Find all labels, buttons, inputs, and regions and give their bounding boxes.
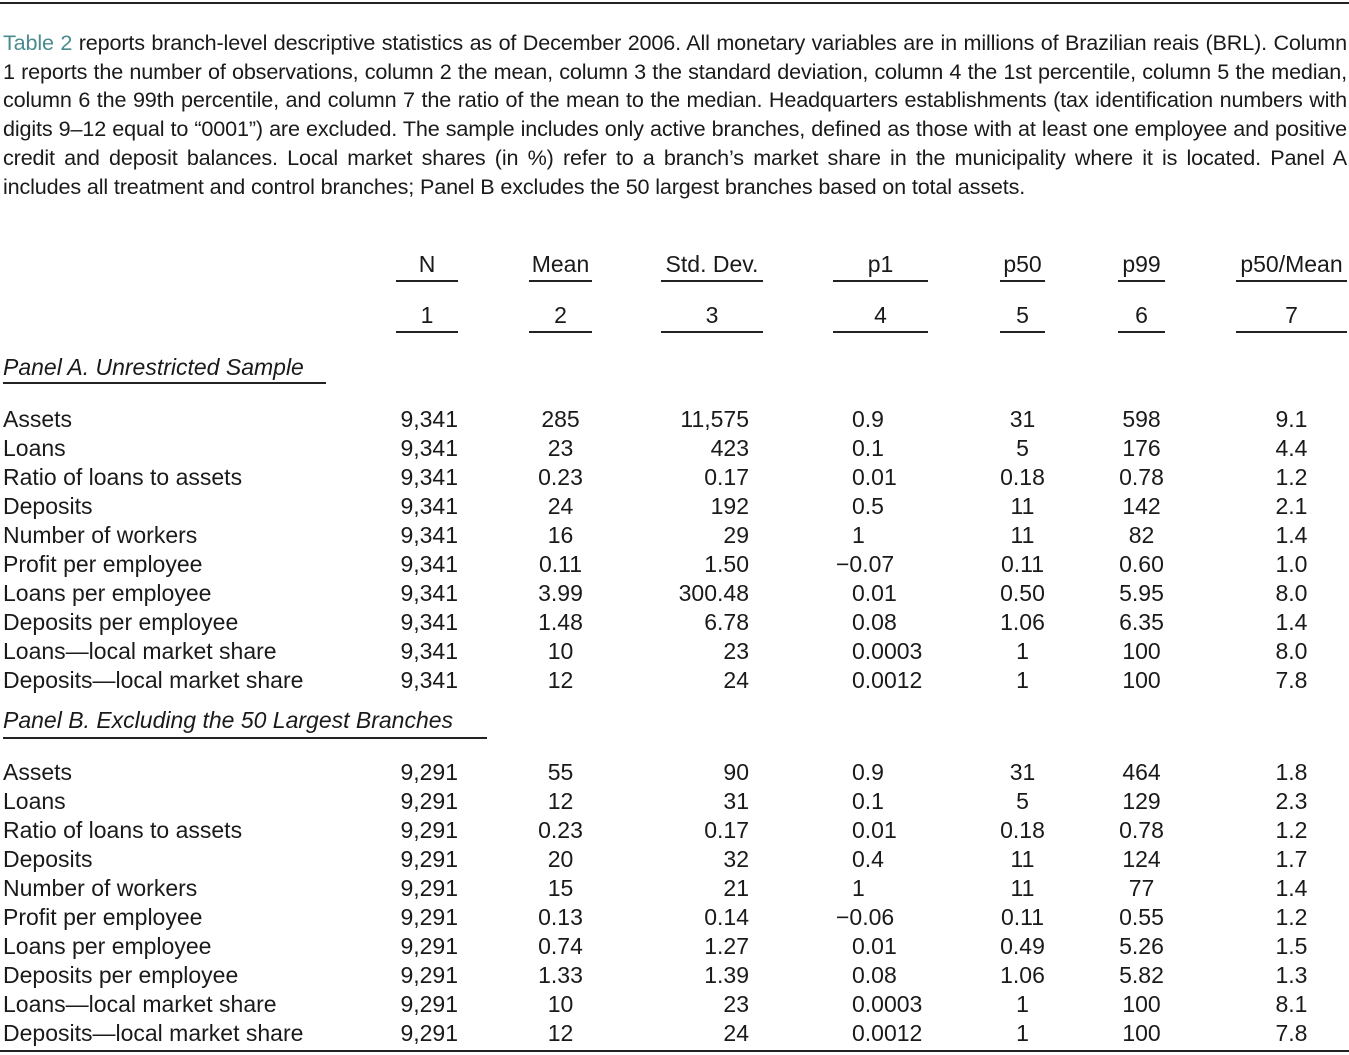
table-cell: 0.78	[1119, 464, 1164, 490]
table-cell: 90	[723, 759, 749, 785]
table-cell: 0.1	[852, 788, 884, 814]
table-cell: 0.01	[852, 580, 897, 606]
column-header-label: Mean	[531, 251, 590, 277]
column-header-label: p1	[867, 251, 894, 277]
row-label: Deposits—local market share	[3, 667, 304, 693]
bottom-rule	[0, 1050, 1349, 1052]
table-cell: 2.1	[1275, 493, 1308, 519]
row-label: Loans	[3, 435, 66, 461]
table-cell: 0.0003	[852, 991, 923, 1017]
table-cell: 9,341	[400, 667, 458, 693]
table-row	[0, 637, 1349, 666]
table-cell: 1	[852, 875, 865, 901]
table-cell: 2.3	[1275, 788, 1308, 814]
table-cell: 5	[1016, 435, 1029, 461]
table-cell: 192	[710, 493, 749, 519]
table-cell: 1.8	[1275, 759, 1308, 785]
table-cell: 1.06	[1000, 962, 1045, 988]
table-cell: 11	[1010, 846, 1035, 872]
table-cell: 21	[723, 875, 749, 901]
table-cell: 1.4	[1275, 522, 1308, 548]
table-row	[0, 521, 1349, 550]
table-cell: 0.9	[852, 759, 884, 785]
table-cell: 0.01	[852, 464, 897, 490]
column-number-rule	[396, 331, 458, 333]
table-cell: 9,341	[400, 435, 458, 461]
table-cell: 55	[547, 759, 574, 785]
table-cell: 10	[547, 991, 574, 1017]
column-number-rule	[1118, 331, 1165, 333]
table-cell: 9,341	[400, 551, 458, 577]
table-cell: 9,291	[400, 759, 458, 785]
table-cell: 5.26	[1119, 933, 1164, 959]
column-header-label: p50/Mean	[1240, 251, 1343, 277]
column-number: 6	[1135, 302, 1148, 328]
table-cell: 0.0012	[852, 667, 923, 693]
table-row	[0, 492, 1349, 521]
table-row	[0, 608, 1349, 637]
table-cell: 4.4	[1275, 435, 1308, 461]
table-cell: 11	[1010, 493, 1035, 519]
column-header-rule	[529, 280, 592, 282]
table-cell: 1.48	[538, 609, 583, 635]
column-header-label: N	[418, 251, 436, 277]
table-row	[0, 990, 1349, 1019]
column-number-rule	[1000, 331, 1045, 333]
table-cell: 129	[1122, 788, 1161, 814]
table-cell: 0.23	[538, 817, 583, 843]
column-header-rule	[1236, 280, 1347, 282]
column-header-rule	[833, 280, 928, 282]
row-label: Loans per employee	[3, 580, 212, 606]
table-cell: 9,341	[400, 522, 458, 548]
row-label: Number of workers	[3, 875, 198, 901]
table-cell: 0.18	[1000, 817, 1045, 843]
table-cell: 1.27	[704, 933, 749, 959]
table-cell: 285	[541, 406, 580, 432]
table-cell: 9.1	[1275, 406, 1308, 432]
row-label: Deposits—local market share	[3, 1020, 304, 1046]
table-cell: 0.0003	[852, 638, 923, 664]
table-row	[0, 787, 1349, 816]
table-cell: 9,341	[400, 493, 458, 519]
table-cell: 100	[1122, 667, 1161, 693]
table-cell: 31	[723, 788, 749, 814]
row-label: Ratio of loans to assets	[3, 464, 243, 490]
table-cell: 0.1	[852, 435, 884, 461]
row-label: Ratio of loans to assets	[3, 817, 243, 843]
table-cell: 100	[1122, 991, 1161, 1017]
table-cell: 1.2	[1275, 817, 1308, 843]
table-cell: 0.11	[538, 551, 583, 577]
table-row	[0, 758, 1349, 787]
table-cell: 142	[1122, 493, 1161, 519]
column-number-rule	[1236, 331, 1347, 333]
table-cell: 0.55	[1119, 904, 1164, 930]
table-cell: 11	[1010, 875, 1035, 901]
table-cell: 16	[547, 522, 574, 548]
table-cell: 9,291	[400, 904, 458, 930]
table-reference-link[interactable]: Table 2	[3, 30, 73, 55]
table-cell: 0.01	[852, 933, 897, 959]
row-label: Number of workers	[3, 522, 198, 548]
table-row	[0, 932, 1349, 961]
table-cell: 9,341	[400, 464, 458, 490]
table-cell: 1.39	[704, 962, 749, 988]
table-cell: 423	[710, 435, 749, 461]
table-cell: 9,341	[400, 406, 458, 432]
table-cell: 1.33	[538, 962, 583, 988]
table-cell: 23	[723, 638, 749, 664]
table-cell: 0.13	[538, 904, 583, 930]
table-cell: 5	[1016, 788, 1029, 814]
table-cell: 1.3	[1275, 962, 1308, 988]
table-cell: 0.08	[852, 609, 897, 635]
table-caption	[3, 29, 1347, 201]
table-cell: 7.8	[1275, 667, 1308, 693]
column-number-rule	[529, 331, 592, 333]
table-cell: 23	[723, 991, 749, 1017]
table-cell: 9,291	[400, 817, 458, 843]
column-number-rule	[833, 331, 928, 333]
table-cell: 9,341	[400, 580, 458, 606]
table-cell: 10	[547, 638, 574, 664]
table-cell: 12	[547, 667, 574, 693]
column-number: 3	[705, 302, 719, 328]
table-cell: 1	[1016, 667, 1029, 693]
table-cell: 24	[723, 1020, 749, 1046]
table-cell: 9,291	[400, 962, 458, 988]
row-label: Loans per employee	[3, 933, 212, 959]
table-cell: 8.1	[1275, 991, 1308, 1017]
table-row	[0, 961, 1349, 990]
table-cell: 23	[547, 435, 574, 461]
table-cell: 1.7	[1275, 846, 1308, 872]
table-cell: 0.14	[704, 904, 749, 930]
table-cell: 9,291	[400, 788, 458, 814]
table-cell: 464	[1122, 759, 1161, 785]
column-number: 7	[1285, 302, 1298, 328]
row-label: Loans—local market share	[3, 638, 277, 664]
table-cell: 11,575	[680, 406, 749, 432]
table-cell: 24	[723, 667, 749, 693]
table-cell: 7.8	[1275, 1020, 1308, 1046]
column-number-rule	[661, 331, 763, 333]
column-header-rule	[661, 280, 763, 282]
column-header-rule	[396, 280, 458, 282]
table-cell: 0.0012	[852, 1020, 923, 1046]
table-cell: 5.82	[1119, 962, 1164, 988]
row-label: Deposits per employee	[3, 962, 239, 988]
table-cell: 9,291	[400, 875, 458, 901]
table-row	[0, 463, 1349, 492]
row-label: Deposits	[3, 493, 93, 519]
table-cell: 0.78	[1119, 817, 1164, 843]
top-rule	[0, 2, 1349, 4]
table-cell: 9,291	[400, 991, 458, 1017]
table-row	[0, 903, 1349, 932]
table-cell: 0.17	[704, 464, 749, 490]
table-cell: 8.0	[1275, 580, 1308, 606]
table-cell: 0.9	[852, 406, 884, 432]
table-cell: 1	[852, 522, 865, 548]
panel-title: Panel A. Unrestricted Sample	[3, 354, 304, 380]
table-cell: 0.08	[852, 962, 897, 988]
table-cell: 0.23	[538, 464, 583, 490]
table-row	[0, 874, 1349, 903]
table-cell: 0.4	[852, 846, 884, 872]
table-cell: 1.2	[1275, 904, 1308, 930]
table-cell: 1	[1016, 991, 1029, 1017]
column-number: 4	[874, 302, 887, 328]
table-cell: 1.06	[1000, 609, 1045, 635]
table-cell: 0.74	[538, 933, 583, 959]
row-label: Assets	[3, 759, 73, 785]
table-row	[0, 550, 1349, 579]
table-cell: 6.78	[704, 609, 749, 635]
table-cell: 3.99	[538, 580, 583, 606]
table-row	[0, 845, 1349, 874]
table-cell: 5.95	[1119, 580, 1164, 606]
row-label: Profit per employee	[3, 904, 203, 930]
column-header-label: p50	[1003, 251, 1042, 277]
table-cell: 1.2	[1275, 464, 1308, 490]
column-header-label: p99	[1122, 251, 1161, 277]
column-number: 5	[1016, 302, 1029, 328]
table-cell: 32	[723, 846, 749, 872]
table-cell: 6.35	[1119, 609, 1164, 635]
table-cell: 12	[547, 1020, 574, 1046]
table-cell: 1	[1016, 638, 1029, 664]
table-cell: 8.0	[1275, 638, 1308, 664]
table-cell: 598	[1122, 406, 1161, 432]
table-cell: 0.11	[1000, 551, 1045, 577]
table-cell: 9,341	[400, 609, 458, 635]
table-cell: 0.49	[1000, 933, 1045, 959]
table-cell: 1.4	[1275, 609, 1308, 635]
table-cell: 31	[1009, 759, 1036, 785]
row-label: Assets	[3, 406, 73, 432]
column-header-rule	[1118, 280, 1165, 282]
table-row	[0, 1019, 1349, 1048]
column-header-label: Std. Dev.	[665, 251, 759, 277]
table-cell: 77	[1128, 875, 1155, 901]
column-number: 2	[554, 302, 567, 328]
table-cell: 29	[723, 522, 749, 548]
row-label: Deposits	[3, 846, 93, 872]
table-cell: 15	[547, 875, 574, 901]
table-cell: 24	[547, 493, 574, 519]
table-cell: 9,291	[400, 846, 458, 872]
panel-title: Panel B. Excluding the 50 Largest Branches	[3, 707, 454, 733]
table-cell: 82	[1128, 522, 1155, 548]
table-cell: 9,291	[400, 1020, 458, 1046]
column-header-rule	[1000, 280, 1045, 282]
panel-title-rule	[3, 737, 487, 739]
row-label: Profit per employee	[3, 551, 203, 577]
caption-text: reports branch-level descriptive statistics as of December 2006. All monetary variables are in millions of Brazilian reais (BRL). Column 1 reports the number of observations, column 2 the mean, column 3 the standard deviation, column 4 the 1st percentile, column 5 the median, column 6 the 99th percentile, and column 7 the ratio of the mean to the median. Headquarters establishments (tax identification numbers with digits 9–12 equal to “0001”) are excluded. The sample includes only active branches, defined as those with at least one employee and positive credit and deposit balances. Local market shares (in %) refer to a branch’s market share in the municipality where it is located. Panel A includes all treatment and control branches; Panel B excludes the 50 largest branches based on total assets.	[3, 30, 1347, 199]
table-cell: 9,291	[400, 933, 458, 959]
table-cell: 0.11	[1000, 904, 1045, 930]
column-number: 1	[420, 302, 434, 328]
row-label: Deposits per employee	[3, 609, 239, 635]
table-cell: 1	[1016, 1020, 1029, 1046]
panel-title-rule	[3, 382, 326, 384]
table-cell: 1.4	[1275, 875, 1308, 901]
table-cell: 12	[547, 788, 574, 814]
row-label: Loans—local market share	[3, 991, 277, 1017]
table-cell: 11	[1010, 522, 1035, 548]
table-cell: 100	[1122, 1020, 1161, 1046]
table-cell: 0.50	[1000, 580, 1045, 606]
table-cell: −0.06	[836, 904, 895, 930]
table-row	[0, 816, 1349, 845]
table-row	[0, 579, 1349, 608]
table-cell: 0.60	[1119, 551, 1164, 577]
table-cell: 1.5	[1275, 933, 1308, 959]
table-cell: 9,341	[400, 638, 458, 664]
table-cell: −0.07	[836, 551, 895, 577]
table-cell: 0.18	[1000, 464, 1045, 490]
table-cell: 31	[1009, 406, 1036, 432]
table-cell: 0.01	[852, 817, 897, 843]
table-cell: 176	[1122, 435, 1161, 461]
table-cell: 300.48	[678, 580, 749, 606]
table-cell: 20	[547, 846, 574, 872]
table-cell: 0.17	[704, 817, 749, 843]
table-row	[0, 666, 1349, 695]
table-cell: 124	[1122, 846, 1161, 872]
table-cell: 100	[1122, 638, 1161, 664]
table-cell: 1.50	[704, 551, 749, 577]
table-row	[0, 405, 1349, 434]
row-label: Loans	[3, 788, 66, 814]
table-row	[0, 434, 1349, 463]
table-cell: 0.5	[852, 493, 884, 519]
table-cell: 1.0	[1275, 551, 1308, 577]
